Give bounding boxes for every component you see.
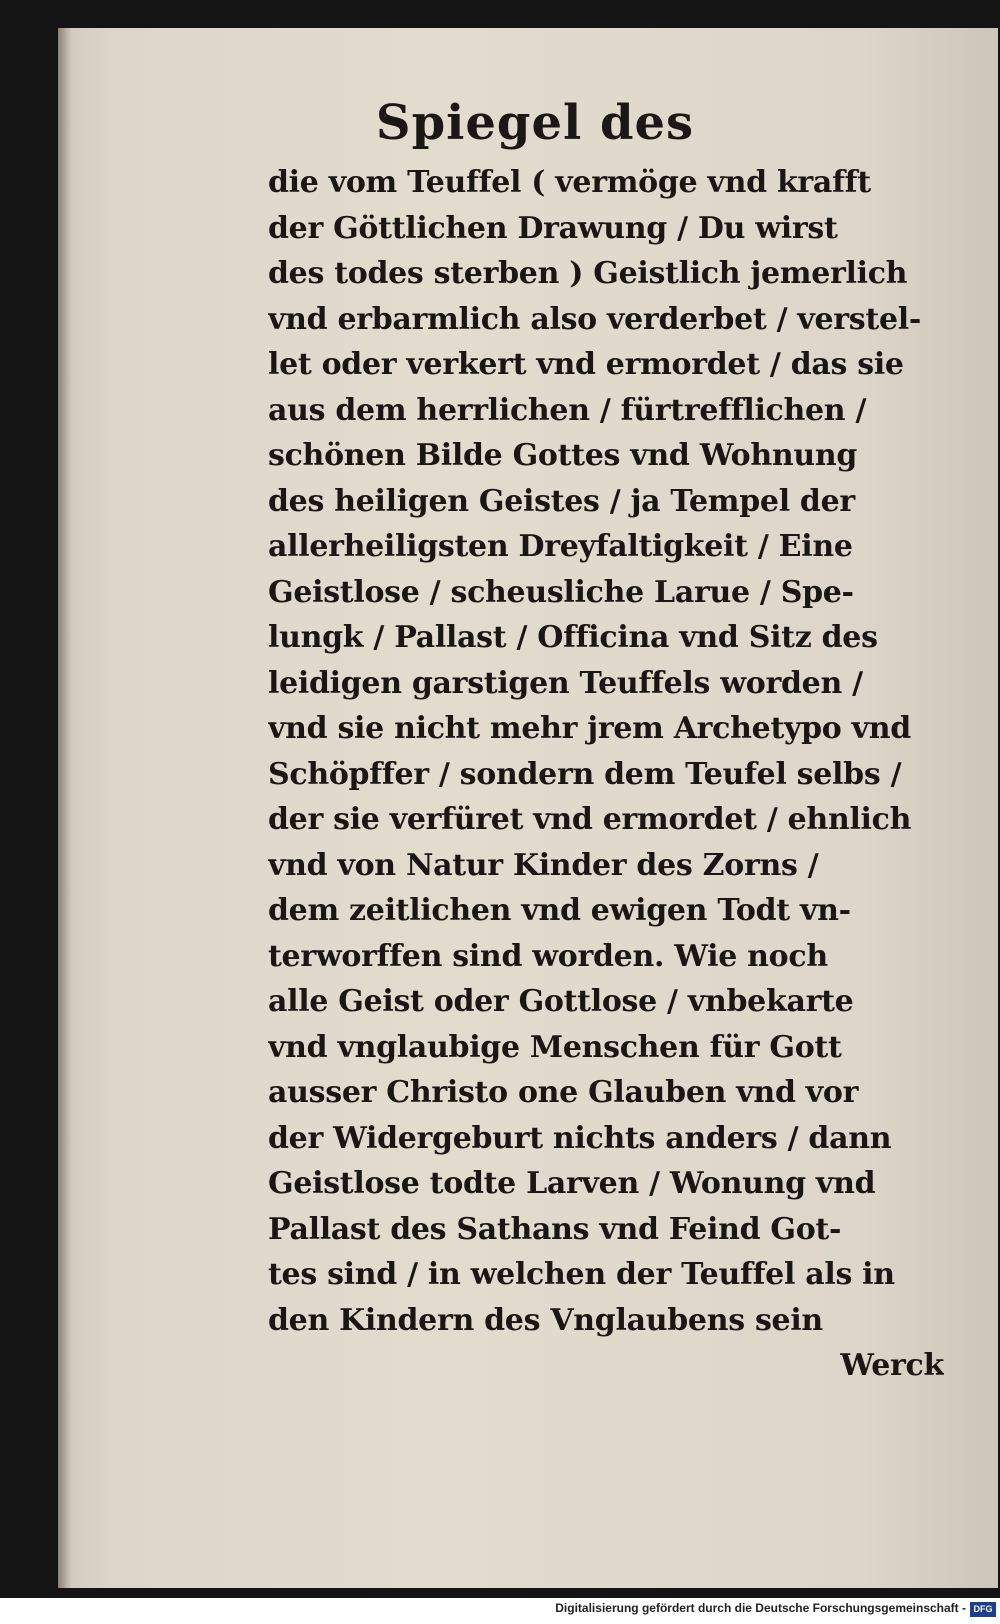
text-line: leidigen garstigen Teuffels worden /: [268, 665, 863, 701]
text-line: schönen Bilde Gottes vnd Wohnung: [268, 438, 858, 473]
text-line: des todes sterben ) Geistlich jemerlich: [268, 256, 908, 291]
page-text-block: [268, 160, 944, 1389]
text-line: dem zeitlichen vnd ewigen Todt vn-: [268, 893, 851, 928]
text-line: alle Geist oder Gottlose / vnbekarte: [268, 984, 854, 1019]
catchword: Werck: [840, 1348, 944, 1383]
text-line: allerheiligsten Dreyfaltigkeit / Eine: [268, 529, 853, 564]
dfg-logo: DFG: [970, 1602, 996, 1617]
running-title: Spiegel des: [375, 95, 695, 151]
text-line: vnd erbarmlich also verderbet / verstel-: [268, 301, 921, 337]
text-line: Geistlose todte Larven / Wonung vnd: [268, 1166, 876, 1201]
digitization-credit: Digitalisierung gefördert durch die Deutsche Forschungsgemeinschaft -: [555, 1601, 966, 1615]
text-line: terworffen sind worden. Wie noch: [268, 938, 828, 974]
text-line: vnd von Natur Kinder des Zorns /: [268, 847, 819, 883]
text-line: lungk / Pallast / Officina vnd Sitz des: [268, 620, 878, 655]
text-line: vnd sie nicht mehr jrem Archetypo vnd: [268, 711, 911, 746]
text-line: Geistlose / scheusliche Larue / Spe-: [268, 574, 854, 610]
page-gutter-shadow: [58, 28, 72, 1588]
text-line: aus dem herrlichen / fürtrefflichen /: [268, 392, 867, 428]
text-line: des heiligen Geistes / ja Tempel der: [268, 483, 855, 519]
text-line: die vom Teuffel ( vermöge vnd krafft: [268, 165, 871, 200]
text-line: let oder verkert vnd ermordet / das sie: [268, 347, 904, 382]
text-line: den Kindern des Vnglaubens sein: [268, 1302, 823, 1338]
text-line: der Göttlichen Drawung / Du wirst: [268, 210, 838, 246]
text-line: Schöpffer / sondern dem Teufel selbs /: [268, 756, 902, 792]
text-line: der sie verfüret vnd ermordet / ehnlich: [268, 802, 912, 837]
text-line: tes sind / in welchen der Teuffel als in: [268, 1257, 895, 1292]
text-line: vnd vnglaubige Menschen für Gott: [268, 1029, 842, 1065]
footer-bar: [0, 1598, 1000, 1624]
text-line: ausser Christo one Glauben vnd vor: [268, 1075, 859, 1110]
text-line: der Widergeburt nichts anders / dann: [268, 1120, 892, 1156]
text-line: Pallast des Sathans vnd Feind Got-: [268, 1211, 842, 1247]
